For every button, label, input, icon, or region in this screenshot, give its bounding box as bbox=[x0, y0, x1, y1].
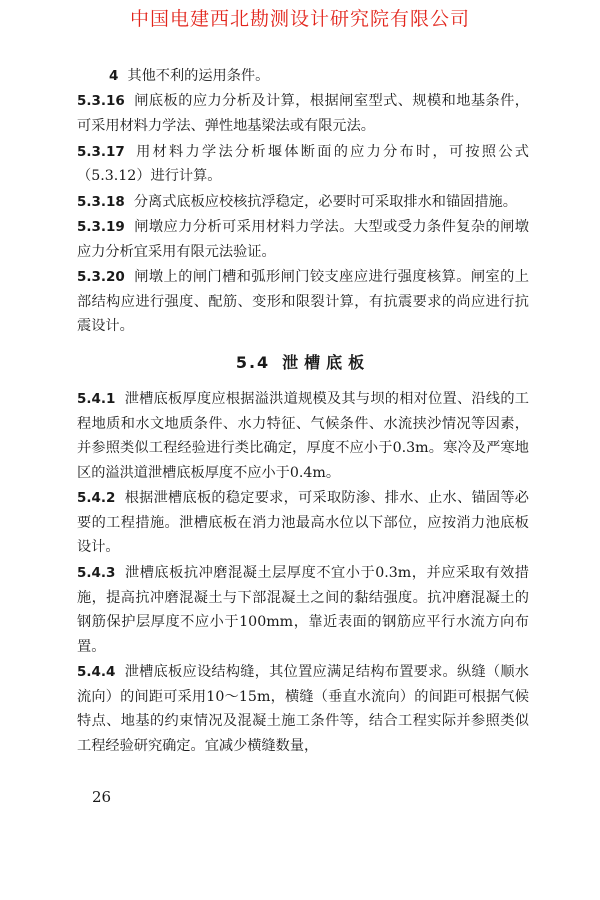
clause-5-3-16 bbox=[77, 89, 529, 138]
clause-5-4-4 bbox=[77, 660, 529, 758]
clause-number: 5.3.17 bbox=[77, 143, 125, 160]
clause-number: 5.4.2 bbox=[77, 490, 116, 507]
clause-number: 5.3.16 bbox=[77, 93, 125, 110]
item-text: 其他不利的运用条件。 bbox=[127, 68, 270, 84]
clause-5-4-1 bbox=[77, 387, 529, 485]
clause-text: 泄槽底板抗冲磨混凝土层厚度不宜小于0.3m，并应采取有效措施，提高抗冲磨混凝土与下部混凝土之间的黏结强度。抗冲磨混凝土的钢筋保护层厚度不应小于100mm，靠近表面的钢筋应平行水流方向布置。 bbox=[77, 564, 529, 655]
clause-5-4-2 bbox=[77, 486, 529, 560]
watermark-header: 中国电建西北勘测设计研究院有限公司 bbox=[129, 8, 470, 30]
clause-text: 分离式底板应校核抗浮稳定，必要时可采取排水和锚固措施。 bbox=[133, 193, 517, 210]
clause-text: 闸墩上的闸门槽和弧形闸门铰支座应进行强度核算。闸室的上部结构应进行强度、配筋、变形和限裂计算，有抗震要求的尚应进行抗震设计。 bbox=[77, 269, 529, 335]
clause-text: 泄槽底板厚度应根据溢洪道规模及其与坝的相对位置、沿线的工程地质和水文地质条件、水力特征、气候条件、水流挟沙情况等因素，并参照类似工程经验进行类比确定，厚度不应小于0.3m。寒冷及严寒地区的溢洪道泄槽底板厚度不应小于0.4m。 bbox=[77, 390, 529, 481]
clause-text: 根据泄槽底板的稳定要求，可采取防渗、排水、止水、锚固等必要的工程措施。泄槽底板在消力池最高水位以下部位，应按消力池底板设计。 bbox=[77, 490, 529, 556]
clause-5-3-17 bbox=[77, 140, 529, 189]
section-title: 泄槽底板 bbox=[282, 352, 371, 372]
clause-number: 5.4.3 bbox=[77, 564, 116, 581]
section-heading bbox=[77, 351, 529, 375]
list-item-4 bbox=[77, 64, 529, 89]
clause-5-3-20 bbox=[77, 265, 529, 339]
clause-number: 5.4.1 bbox=[77, 390, 116, 407]
clause-number: 5.4.4 bbox=[77, 664, 116, 681]
clause-number: 5.3.20 bbox=[77, 269, 125, 286]
document-body bbox=[77, 64, 529, 759]
clause-5-3-18 bbox=[77, 190, 529, 215]
item-number: 4 bbox=[109, 68, 119, 84]
clause-5-4-3 bbox=[77, 561, 529, 659]
page-number: 26 bbox=[92, 788, 112, 806]
clause-text: 泄槽底板应设结构缝，其位置应满足结构布置要求。纵缝（顺水流向）的间距可采用10～15m，横缝（垂直水流向）的间距可根据气候特点、地基的约束情况及混凝土施工条件等，结合工程实际并参照类似工程经验研究确定。宜减少横缝数量， bbox=[77, 664, 529, 754]
clause-text: 用材料力学法分析堰体断面的应力分布时，可按照公式（5.3.12）进行计算。 bbox=[77, 143, 529, 185]
section-number: 5.4 bbox=[235, 352, 271, 372]
clause-5-3-19 bbox=[77, 215, 529, 264]
clause-text: 闸底板的应力分析及计算，根据闸室型式、规模和地基条件，可采用材料力学法、弹性地基梁法或有限元法。 bbox=[77, 93, 529, 135]
clause-number: 5.3.18 bbox=[77, 193, 125, 210]
clause-text: 闸墩应力分析可采用材料力学法。大型或受力条件复杂的闸墩应力分析宜采用有限元法验证。 bbox=[77, 219, 529, 260]
clause-number: 5.3.19 bbox=[77, 219, 125, 236]
